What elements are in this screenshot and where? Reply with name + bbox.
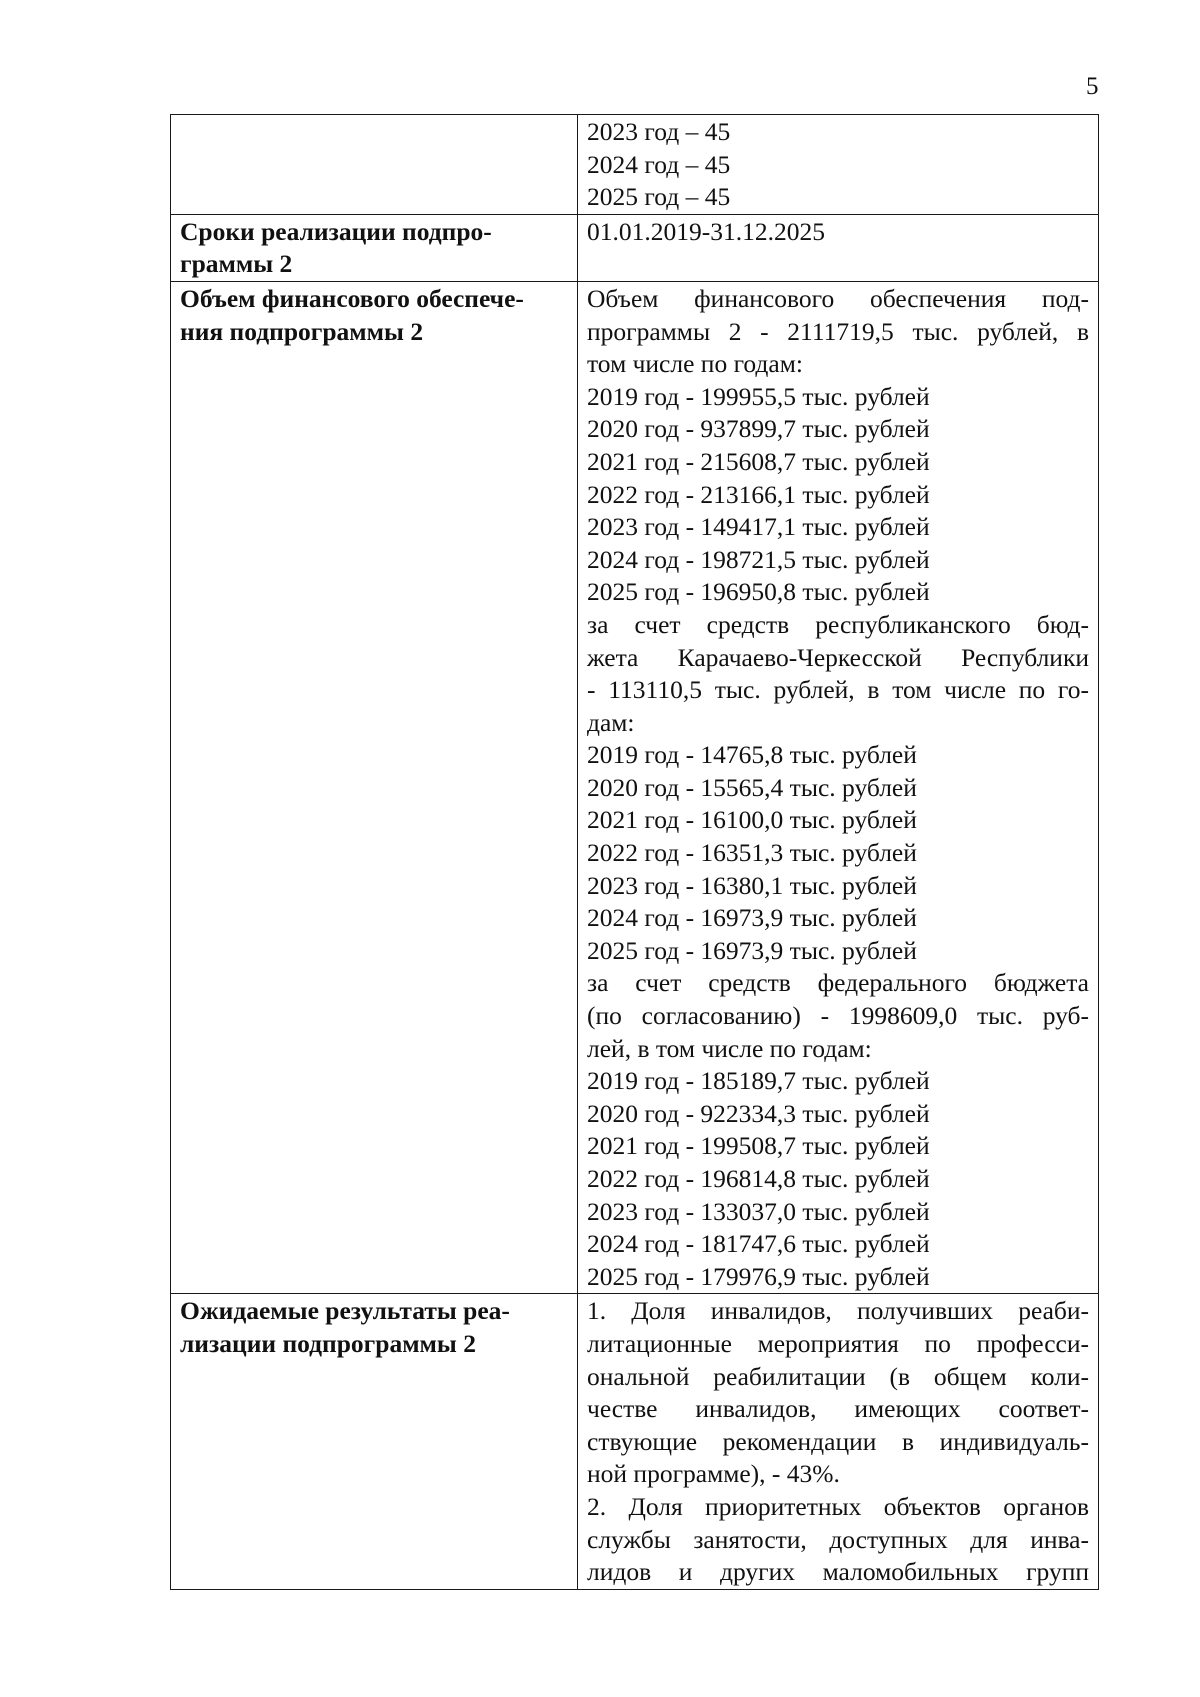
row-label-cell — [171, 1294, 578, 1589]
row-value-line: 2019 год - 14765,8 тыс. рублей — [587, 740, 917, 770]
row-value-line: Объем финансового обеспечения под- — [587, 283, 1089, 313]
table-row — [171, 1294, 1099, 1589]
row-label-cell — [171, 214, 578, 281]
row-value-line: ной программе), - 43%. — [587, 1459, 840, 1489]
row-value-line: 2023 год – 45 — [587, 117, 731, 146]
row-value-line: 2020 год - 937899,7 тыс. рублей — [587, 414, 930, 444]
row-value-line: 2023 год - 149417,1 тыс. рублей — [587, 512, 930, 542]
row-value-line: 2025 год - 179976,9 тыс. рублей — [587, 1261, 930, 1291]
row-value-line: 2019 год - 185189,7 тыс. рублей — [587, 1066, 930, 1096]
row-value-line: 2020 год - 15565,4 тыс. рублей — [587, 772, 917, 802]
row-value-line: ствующие рекомендации в индивидуаль- — [587, 1426, 1089, 1456]
row-value-line: 2021 год - 199508,7 тыс. рублей — [587, 1131, 930, 1161]
row-value-line: литационные мероприятия по професси- — [587, 1328, 1089, 1358]
subprogram-passport-table — [170, 114, 1099, 1590]
table-row — [171, 115, 1099, 215]
row-value-line: ональной реабилитации (в общем коли- — [587, 1361, 1089, 1391]
row-value-cell — [578, 1294, 1099, 1589]
table-body — [171, 115, 1099, 1590]
row-value-line: лидов и других маломобильных групп — [587, 1557, 1089, 1587]
row-value-line: 2022 год - 196814,8 тыс. рублей — [587, 1164, 930, 1193]
row-value-line: 2022 год - 213166,1 тыс. рублей — [587, 479, 930, 509]
row-value-line: 2020 год - 922334,3 тыс. рублей — [587, 1098, 930, 1128]
row-value-line: 2024 год - 181747,6 тыс. рублей — [587, 1229, 930, 1259]
row-value-line: 2. Доля приоритетных объектов органов — [587, 1491, 1089, 1521]
row-value-line: 2021 год - 16100,0 тыс. рублей — [587, 805, 917, 835]
table-row — [171, 281, 1099, 1293]
row-value-line: 2022 год - 16351,3 тыс. рублей — [587, 838, 917, 868]
row-label-cell — [171, 281, 578, 1293]
row-label-cell — [171, 115, 578, 215]
row-label-line: лизации подпрограммы 2 — [180, 1328, 476, 1358]
row-value-line: - 113110,5 тыс. рублей, в том числе по го- — [587, 675, 1089, 705]
row-value-line: 2019 год - 199955,5 тыс. рублей — [587, 381, 930, 411]
row-value-cell — [578, 281, 1099, 1293]
row-value-line: том числе по годам: — [587, 349, 803, 379]
row-value-line: за счет средств федерального бюджета — [587, 968, 1089, 998]
row-value-cell — [578, 214, 1099, 281]
row-value-line: 2024 год - 16973,9 тыс. рублей — [587, 903, 917, 933]
row-value-line: жета Карачаево-Черкесской Республики — [587, 642, 1089, 672]
row-value-line: 2023 год - 16380,1 тыс. рублей — [587, 870, 917, 900]
row-value-line: 1. Доля инвалидов, получивших реаби- — [587, 1296, 1089, 1326]
row-value-line: службы занятости, доступных для инва- — [587, 1524, 1089, 1554]
row-value-line: за счет средств республиканского бюд- — [587, 609, 1089, 639]
page-number: 5 — [1086, 73, 1099, 100]
row-value-line: честве инвалидов, имеющих соответ- — [587, 1394, 1089, 1424]
row-value-line: 2024 год - 198721,5 тыс. рублей — [587, 544, 930, 574]
row-value-line: 2021 год - 215608,7 тыс. рублей — [587, 446, 930, 476]
row-value-line: 2025 год - 16973,9 тыс. рублей — [587, 935, 917, 965]
row-value-line: дам: — [587, 707, 635, 737]
table-row — [171, 214, 1099, 281]
row-label-line: ния подпрограммы 2 — [180, 316, 424, 346]
row-label-line: Ожидаемые результаты реа- — [180, 1296, 510, 1326]
row-value-line: (по согласованию) - 1998609,0 тыс. руб- — [587, 1001, 1089, 1031]
row-value-cell — [578, 115, 1099, 215]
row-value-line: программы 2 - 2111719,5 тыс. рублей, в — [587, 316, 1089, 346]
row-value-line: 2023 год - 133037,0 тыс. рублей — [587, 1196, 930, 1226]
row-label-line: Сроки реализации подпро- — [180, 216, 492, 246]
row-value-line: 2024 год – 45 — [587, 149, 731, 179]
row-label-line: Объем финансового обеспече- — [180, 283, 524, 313]
row-label-line: граммы 2 — [180, 249, 293, 279]
row-value-line: 2025 год – 45 — [587, 182, 731, 212]
row-value-line: 2025 год - 196950,8 тыс. рублей — [587, 577, 930, 607]
row-value-line: 01.01.2019-31.12.2025 — [587, 216, 825, 246]
row-value-line: лей, в том числе по годам: — [587, 1033, 872, 1063]
